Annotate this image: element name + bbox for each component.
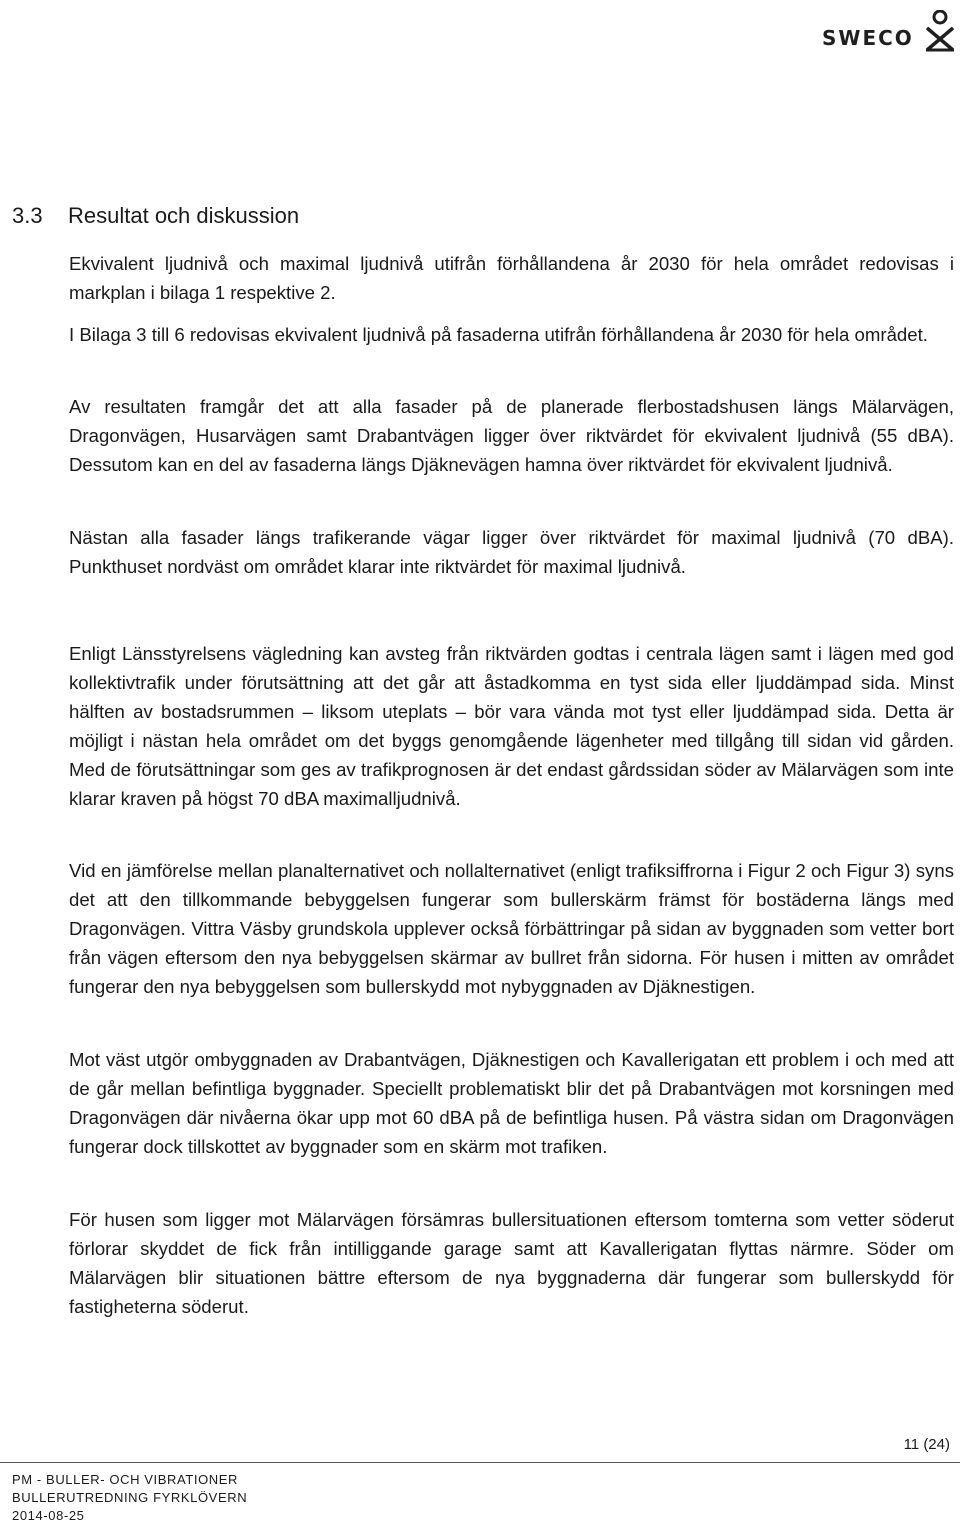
sweco-mark-icon bbox=[924, 10, 956, 52]
paragraph: Mot väst utgör ombyggnaden av Drabantvägen, Djäknestigen och Kavallerigatan ett problem i och med att de går mellan befintliga byggnader. Speciellt problematiskt blir det på Drabantvägen mot korsningen med Dragonvägen där nivåerna ökar upp mot 60 dBA på de befintliga husen. På västra sidan om Dragonvägen fungerar dock tillskottet av byggnader som en skärm mot trafiken. bbox=[69, 1049, 954, 1157]
paragraph: Enligt Länsstyrelsens vägledning kan avsteg från riktvärden godtas i centrala lägen samt i lägen med god kollektivtrafik under förutsättning att det går att åstadkomma en tyst sida eller ljuddämpad sida. Minst hälften av bostadsrummen – liksom uteplats – bör vara vända mot tyst eller ljuddämpad sida. Detta är möjligt i nästan hela området om det byggs genomgående lägenheter med tillgång till sidan vid gården. Med de förutsättningar som ges av trafikprognosen är det endast gårdssidan söder av Mälarvägen som inte klarar kraven på högst 70 dBA maximalljudnivå. bbox=[69, 643, 954, 809]
footer-document-type: PM - BULLER- OCH VIBRATIONER bbox=[12, 1472, 239, 1487]
footer-project-name: BULLERUTREDNING FYRKLÖVERN bbox=[12, 1490, 248, 1505]
paragraph: I Bilaga 3 till 6 redovisas ekvivalent ljudnivå på fasaderna utifrån förhållandena år 2030 för hela området. bbox=[69, 324, 928, 345]
section-number: 3.3 bbox=[12, 203, 43, 228]
section-title: Resultat och diskussion bbox=[68, 203, 300, 228]
footer bbox=[12, 1471, 247, 1525]
paragraph: Vid en jämförelse mellan planalternativet och nollalternativet (enligt trafiksiffrorna i Figur 2 och Figur 3) syns det att den tillkommande bebyggelsen fungerar som bullerskärm främst för bostäderna längs med Dragonvägen. Vittra Väsby grundskola upplever också förbättringar på sidan av byggnaden som vetter bort från vägen eftersom den nya bebyggelsen skärmar av bullret från sidorna. För husen i mitten av området fungerar den nya bebyggelsen som bullerskydd mot nybyggnaden av Djäknestigen. bbox=[69, 860, 954, 997]
page-number: 11 (24) bbox=[903, 1436, 950, 1453]
footer-date: 2014-08-25 bbox=[12, 1508, 85, 1523]
section-heading bbox=[12, 203, 299, 229]
footer-divider bbox=[0, 1462, 960, 1463]
sweco-logo bbox=[822, 10, 956, 52]
paragraph: För husen som ligger mot Mälarvägen försämras bullersituationen eftersom tomterna som vetter söderut förlorar skyddet de fick från intilliggande garage samt att Kavallerigatan flyttas närmre. Söder om Mälarvägen blir situationen bättre eftersom de nya byggnaderna där fungerar som bullerskydd för fastigheterna söderut. bbox=[69, 1209, 954, 1317]
logo-text: SWECO bbox=[822, 26, 914, 50]
paragraph: Nästan alla fasader längs trafikerande vägar ligger över riktvärdet för maximal ljudnivå (70 dBA). Punkthuset nordväst om området klarar inte riktvärdet för maximal ljudnivå. bbox=[69, 527, 954, 577]
paragraph: Av resultaten framgår det att alla fasader på de planerade flerbostadshusen längs Mälarvägen, Dragonvägen, Husarvägen samt Drabantvägen ligger över riktvärdet för ekvivalent ljudnivå (55 dBA). Dessutom kan en del av fasaderna längs Djäknevägen hamna över riktvärdet för ekvivalent ljudnivå. bbox=[69, 396, 954, 475]
paragraph: Ekvivalent ljudnivå och maximal ljudnivå utifrån förhållandena år 2030 för hela området redovisas i markplan i bilaga 1 respektive 2. bbox=[69, 253, 954, 303]
